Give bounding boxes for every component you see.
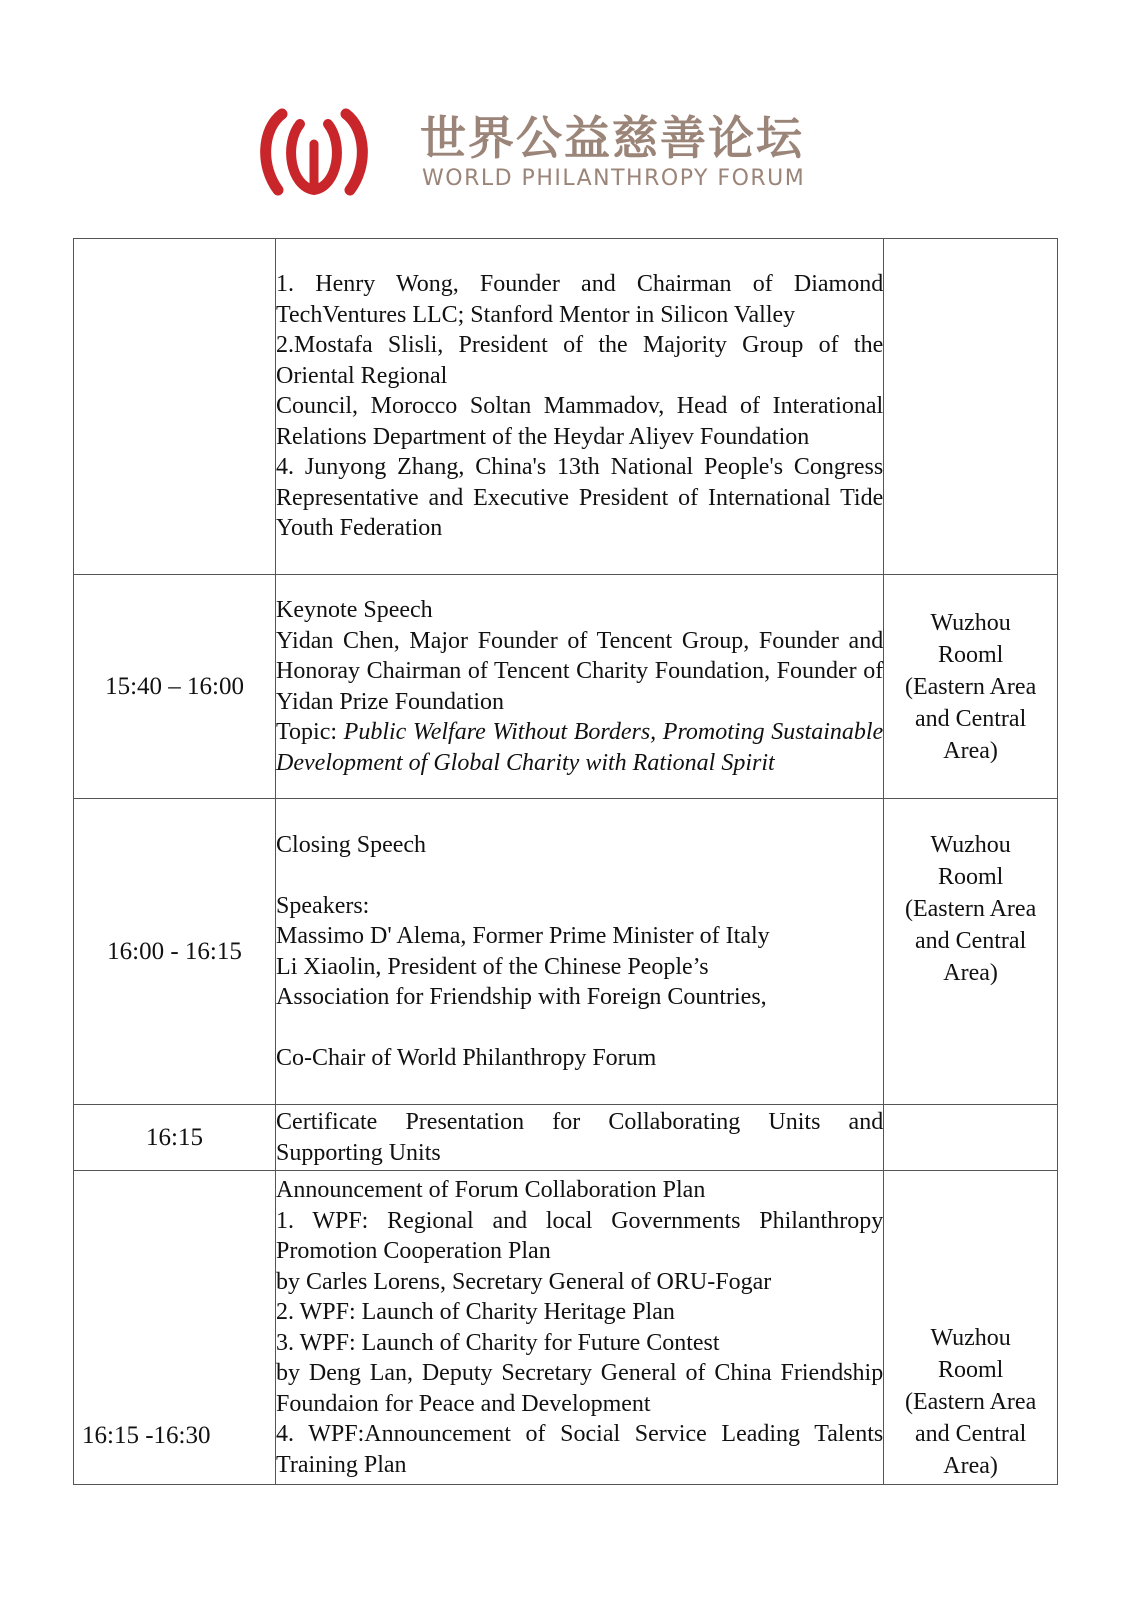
table-row: [74, 239, 1058, 575]
venue-cell: [884, 1105, 1058, 1171]
table-row: [74, 1171, 1058, 1485]
content-cell: [276, 575, 884, 799]
forum-header: [0, 100, 1131, 210]
content-cell: [276, 1171, 884, 1485]
speaker-line: Massimo D' Alema, Former Prime Minister of Italy: [276, 923, 770, 949]
table-row: [74, 575, 1058, 799]
topic-title: Public Welfare Without Borders, Promoting Sustainable Development of Global Charity with Rational Spirit: [276, 719, 884, 776]
session-title: Closing Speech: [276, 832, 427, 858]
time-cell: 16:15 -16:30: [74, 1171, 276, 1485]
venue-line: Area): [943, 960, 998, 986]
venue-line: and Central: [914, 705, 1027, 732]
plan-line: by Deng Lan, Deputy Secretary General of China Friendship Foundaion for Peace and Development: [276, 1360, 884, 1417]
time-cell: 16:15: [74, 1105, 276, 1171]
session-title: Keynote Speech: [276, 597, 433, 623]
plan-line: 1. WPF: Regional and local Governments Philanthropy Promotion Cooperation Plan: [276, 1207, 884, 1264]
table-row: [74, 799, 1058, 1105]
venue-line: Wuzhou: [930, 832, 1011, 858]
speaker-line: 2.Mostafa Slisli, President of the Majority Group of the Oriental Regional: [276, 332, 884, 389]
venue-cell: [884, 799, 1058, 1105]
venue-line: (Eastern Area: [904, 896, 1037, 922]
forum-title-english: WORLD PHILANTHROPY FORUM: [422, 166, 806, 191]
speaker-line: Association for Friendship with Foreign Countries,: [276, 984, 767, 1010]
speaker-line: Council, Morocco Soltan Mammadov, Head of Interational Relations Department of the Heydar Aliyev Foundation: [276, 393, 884, 450]
session-title: Certificate Presentation for Collaborating Units and Supporting Units: [276, 1109, 884, 1166]
plan-line: 2. WPF: Launch of Charity Heritage Plan: [276, 1299, 675, 1325]
content-cell: [276, 1105, 884, 1171]
table-row: [74, 1105, 1058, 1171]
venue-line: Area): [943, 1453, 998, 1479]
spacer: [276, 1013, 883, 1043]
venue-line: (Eastern Area: [904, 1389, 1037, 1415]
topic-label: Topic:: [276, 719, 344, 745]
session-title: Announcement of Forum Collaboration Plan: [276, 1177, 706, 1203]
plan-line: by Carles Lorens, Secretary General of ORU-Fogar: [276, 1268, 772, 1295]
venue-line: and Central: [914, 1421, 1027, 1447]
speaker-line: Li Xiaolin, President of the Chinese People’s: [276, 953, 709, 980]
speaker-line: Co-Chair of World Philanthropy Forum: [276, 1044, 657, 1071]
forum-title-chinese: 世界公益慈善论坛: [420, 111, 804, 165]
time-cell: 15:40 – 16:00: [74, 575, 276, 799]
venue-line: Rooml: [937, 1357, 1004, 1383]
venue-line: Rooml: [937, 641, 1004, 668]
venue-cell: [884, 575, 1058, 799]
content-cell: [276, 799, 884, 1105]
plan-line: 3. WPF: Launch of Charity for Future Contest: [276, 1329, 720, 1356]
speaker-line: 4. Junyong Zhang, China's 13th National People's Congress Representative and Executive President of International Tide Youth Federation: [276, 454, 884, 542]
time-cell: [74, 239, 276, 575]
venue-line: Wuzhou: [930, 609, 1011, 636]
agenda-table: [73, 238, 1058, 1485]
venue-line: Area): [943, 737, 998, 764]
speaker-line: Yidan Chen, Major Founder of Tencent Group, Founder and Honoray Chairman of Tencent Charity Foundation, Founder of Yidan Prize Foundation: [276, 627, 884, 715]
speaker-line: 1. Henry Wong, Founder and Chairman of Diamond TechVentures LLC; Stanford Mentor in Silicon Valley: [276, 271, 884, 328]
topic-line: [276, 717, 883, 778]
venue-line: (Eastern Area: [904, 673, 1037, 700]
venue-line: and Central: [914, 928, 1027, 954]
venue-cell: [884, 239, 1058, 575]
venue-line: Wuzhou: [930, 1325, 1011, 1351]
time-cell: 16:00 - 16:15: [74, 799, 276, 1105]
spacer: [276, 861, 883, 891]
venue-cell: [884, 1171, 1058, 1485]
speakers-label: Speakers:: [276, 892, 370, 919]
forum-logo-icon: [252, 104, 376, 196]
plan-line: 4. WPF:Announcement of Social Service Leading Talents Training Plan: [276, 1421, 884, 1478]
venue-line: Rooml: [937, 864, 1004, 890]
content-cell: [276, 239, 884, 575]
